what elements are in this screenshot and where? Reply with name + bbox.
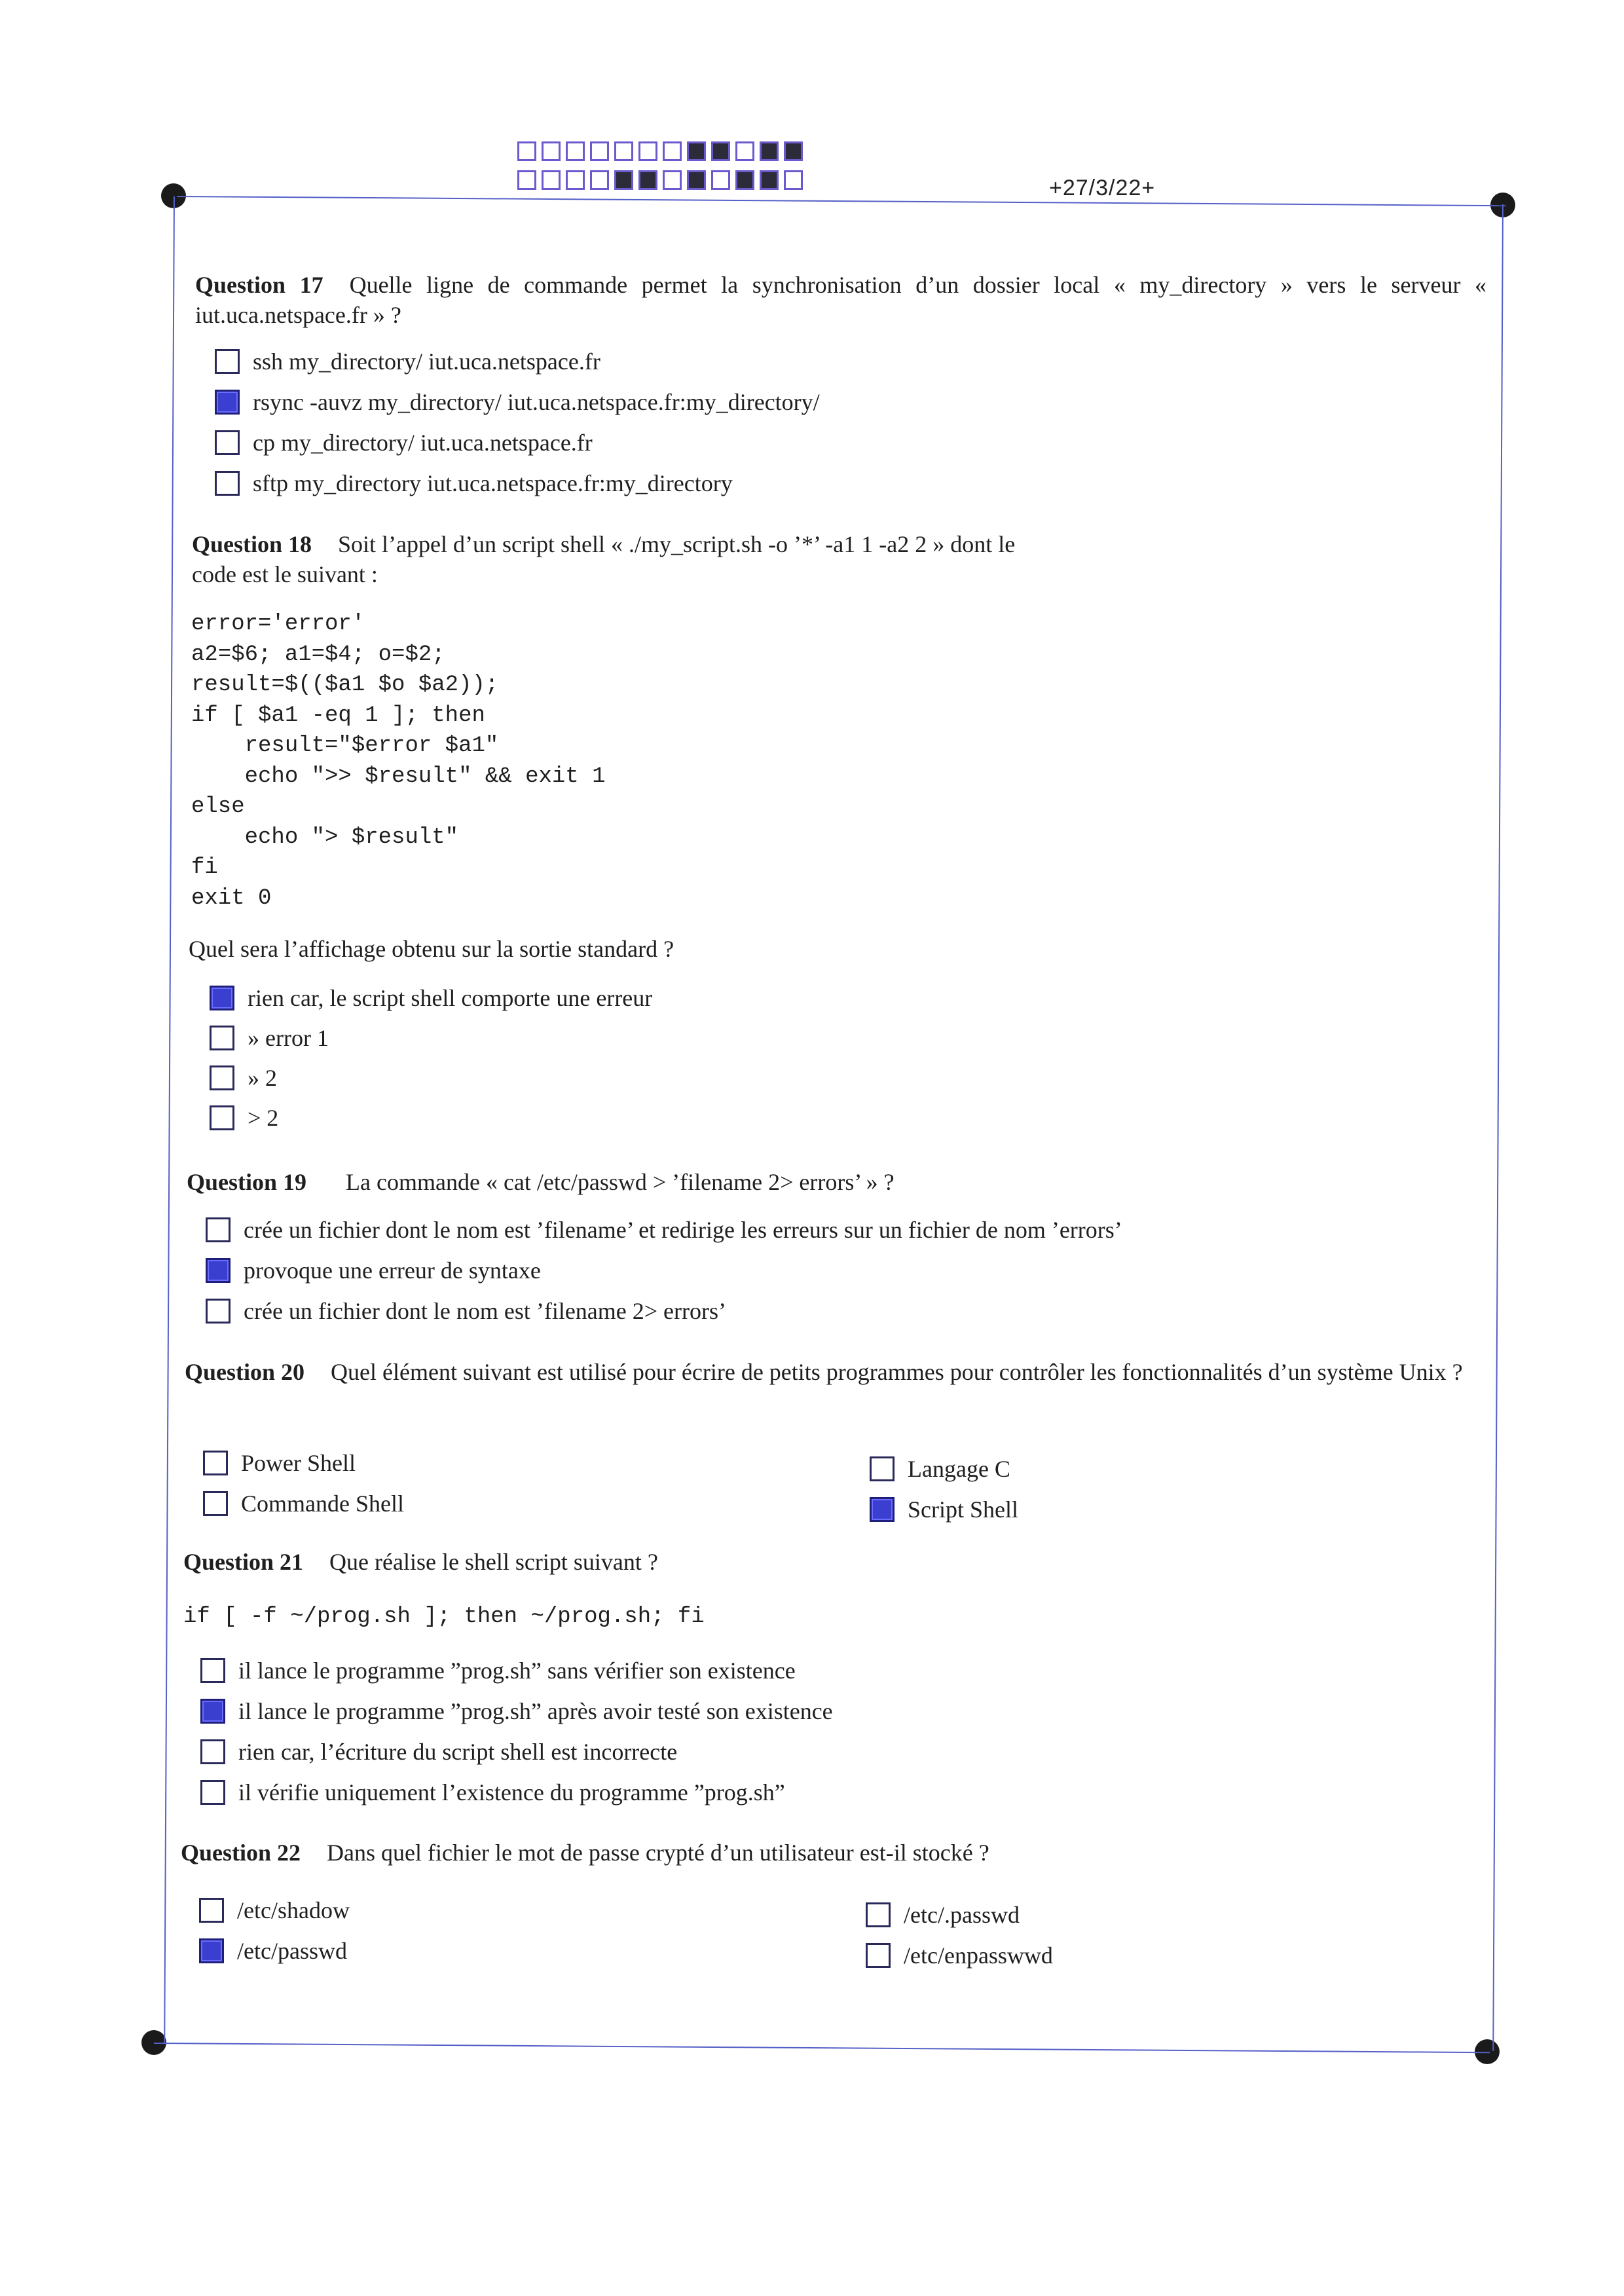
question-17-text: Quelle ligne de commande permet la synchronisation d’un dossier local « my_directory » vers le serveur « iut.uca.netspace.fr » ? xyxy=(195,272,1486,328)
checkbox[interactable] xyxy=(200,1739,225,1764)
question-21-label: Question 21 xyxy=(183,1549,304,1575)
barcode-cell xyxy=(566,141,585,161)
barcode-cell xyxy=(517,170,536,190)
checkbox[interactable] xyxy=(866,1943,891,1968)
barcode-cell xyxy=(735,141,754,161)
checkbox[interactable] xyxy=(215,430,240,455)
q22-option-dot-passwd[interactable] xyxy=(866,1901,1020,1929)
q20-option-commande-shell[interactable] xyxy=(203,1490,404,1517)
option-label: rien car, l’écriture du script shell est incorrecte xyxy=(238,1739,678,1765)
question-22-text: Dans quel fichier le mot de passe crypté d’un utilisateur est-il stocké ? xyxy=(327,1840,989,1866)
page-identifier: +27/3/22+ xyxy=(1049,176,1156,200)
option-label: /etc/.passwd xyxy=(904,1902,1020,1928)
question-17-label: Question 17 xyxy=(195,272,323,298)
barcode-cell xyxy=(638,141,657,161)
q18-option-2[interactable] xyxy=(210,1024,329,1052)
option-label: /etc/passwd xyxy=(237,1938,347,1964)
q22-option-enpasswwd[interactable] xyxy=(866,1942,1053,1969)
checkbox-checked[interactable] xyxy=(870,1497,895,1522)
barcode-cell xyxy=(784,141,803,161)
barcode-cell xyxy=(542,141,561,161)
option-label: ssh my_directory/ iut.uca.netspace.fr xyxy=(253,348,600,375)
question-18 xyxy=(192,529,1043,589)
q17-option-4[interactable] xyxy=(215,470,733,497)
question-17 xyxy=(195,270,1486,330)
barcode-cell xyxy=(638,170,657,190)
barcode-cell xyxy=(760,141,779,161)
barcode-cell xyxy=(614,141,633,161)
option-label: » error 1 xyxy=(248,1025,329,1051)
q22-option-shadow[interactable] xyxy=(199,1897,350,1924)
checkbox[interactable] xyxy=(200,1658,225,1683)
option-label: Langage C xyxy=(908,1456,1010,1482)
q18-option-4[interactable] xyxy=(210,1104,278,1132)
checkbox[interactable] xyxy=(870,1456,895,1481)
checkbox[interactable] xyxy=(215,471,240,496)
q18-option-1[interactable] xyxy=(210,984,652,1012)
checkbox-checked[interactable] xyxy=(206,1258,231,1283)
option-label: crée un fichier dont le nom est ’filename 2> errors’ xyxy=(244,1298,726,1324)
option-label: » 2 xyxy=(248,1065,277,1091)
q19-option-3[interactable] xyxy=(206,1297,726,1325)
checkbox-checked[interactable] xyxy=(215,390,240,415)
option-label: Script Shell xyxy=(908,1496,1018,1523)
q20-option-script-shell[interactable] xyxy=(870,1496,1018,1523)
option-label: il lance le programme ”prog.sh” sans vérifier son existence xyxy=(238,1657,796,1684)
barcode-cell xyxy=(614,170,633,190)
question-21-text: Que réalise le shell script suivant ? xyxy=(329,1549,658,1575)
checkbox[interactable] xyxy=(210,1026,234,1050)
q21-option-2[interactable] xyxy=(200,1697,833,1725)
barcode-cell xyxy=(760,170,779,190)
q17-option-1[interactable] xyxy=(215,348,600,375)
barcode-cell xyxy=(711,170,730,190)
question-20-label: Question 20 xyxy=(185,1359,305,1385)
question-20-text: Quel élément suivant est utilisé pour écrire de petits programmes pour contrôler les fonctionnalités d’un système Unix ? xyxy=(331,1359,1463,1385)
barcode-cell xyxy=(687,170,706,190)
option-label: il lance le programme ”prog.sh” après avoir testé son existence xyxy=(238,1698,833,1724)
option-label: rsync -auvz my_directory/ iut.uca.netspace.fr:my_directory/ xyxy=(253,389,820,415)
question-19-text: La commande « cat /etc/passwd > ’filename 2> errors’ » ? xyxy=(346,1169,895,1195)
barcode-cell xyxy=(566,170,585,190)
question-22 xyxy=(181,1838,989,1868)
checkbox-checked[interactable] xyxy=(210,986,234,1010)
q20-option-langage-c[interactable] xyxy=(870,1455,1010,1483)
barcode-cell xyxy=(590,170,609,190)
question-18-label: Question 18 xyxy=(192,531,312,557)
q17-option-2[interactable] xyxy=(215,388,820,416)
question-18-text: Soit l’appel d’un script shell « ./my_script.sh -o ’*’ -a1 1 -a2 2 » dont le code est le suivant : xyxy=(192,531,1016,587)
option-label: il vérifie uniquement l’existence du programme ”prog.sh” xyxy=(238,1779,785,1805)
option-label: sftp my_directory iut.uca.netspace.fr:my_directory xyxy=(253,470,733,496)
question-21 xyxy=(183,1547,658,1577)
checkbox[interactable] xyxy=(866,1902,891,1927)
barcode-cell xyxy=(663,141,682,161)
checkbox[interactable] xyxy=(210,1105,234,1130)
option-label: rien car, le script shell comporte une erreur xyxy=(248,985,653,1011)
checkbox[interactable] xyxy=(215,349,240,374)
question-22-label: Question 22 xyxy=(181,1840,301,1866)
page-barcode-row-1 xyxy=(517,141,808,161)
q19-option-1[interactable] xyxy=(206,1216,1122,1244)
q21-option-3[interactable] xyxy=(200,1738,677,1766)
q21-option-4[interactable] xyxy=(200,1779,785,1806)
barcode-cell xyxy=(735,170,754,190)
checkbox[interactable] xyxy=(210,1065,234,1090)
checkbox-checked[interactable] xyxy=(200,1699,225,1724)
option-label: /etc/enpasswwd xyxy=(904,1942,1053,1969)
option-label: crée un fichier dont le nom est ’filename’ et redirige les erreurs sur un fichier de nom ’errors’ xyxy=(244,1217,1122,1243)
page-barcode-row-2 xyxy=(517,170,808,190)
frame-left xyxy=(164,196,175,2043)
question-20 xyxy=(185,1357,1488,1387)
checkbox[interactable] xyxy=(200,1780,225,1805)
checkbox[interactable] xyxy=(203,1491,228,1516)
question-19-label: Question 19 xyxy=(187,1169,307,1195)
q18-option-3[interactable] xyxy=(210,1064,277,1092)
option-label: provoque une erreur de syntaxe xyxy=(244,1257,541,1284)
barcode-cell xyxy=(711,141,730,161)
checkbox[interactable] xyxy=(199,1898,224,1923)
option-label: Power Shell xyxy=(241,1450,356,1476)
q22-option-passwd[interactable] xyxy=(199,1937,347,1965)
checkbox[interactable] xyxy=(203,1451,228,1475)
q20-option-power-shell[interactable] xyxy=(203,1449,356,1477)
question-18-prompt: Quel sera l’affichage obtenu sur la sortie standard ? xyxy=(189,936,674,962)
barcode-cell xyxy=(542,170,561,190)
checkbox[interactable] xyxy=(206,1299,231,1324)
barcode-cell xyxy=(784,170,803,190)
question-19 xyxy=(187,1167,895,1197)
barcode-cell xyxy=(517,141,536,161)
q17-option-3[interactable] xyxy=(215,429,593,456)
barcode-cell xyxy=(590,141,609,161)
frame-bottom xyxy=(154,2043,1490,2053)
question-21-code: if [ -f ~/prog.sh ]; then ~/prog.sh; fi xyxy=(183,1604,705,1629)
frame-right xyxy=(1492,204,1504,2051)
option-label: > 2 xyxy=(248,1105,279,1131)
option-label: Commande Shell xyxy=(241,1491,404,1517)
option-label: cp my_directory/ iut.uca.netspace.fr xyxy=(253,430,593,456)
frame-top xyxy=(177,196,1506,206)
barcode-cell xyxy=(663,170,682,190)
q19-option-2[interactable] xyxy=(206,1257,541,1284)
question-18-code: error='error' a2=$6; a1=$4; o=$2; result=$(($a1 $o $a2)); if [ $a1 -eq 1 ]; then result="$error $a1" echo ">> $result" && exit 1 else echo "> $result" fi exit 0 xyxy=(191,612,606,911)
q21-option-1[interactable] xyxy=(200,1657,796,1684)
barcode-cell xyxy=(687,141,706,161)
checkbox[interactable] xyxy=(206,1217,231,1242)
option-label: /etc/shadow xyxy=(237,1897,350,1923)
checkbox-checked[interactable] xyxy=(199,1938,224,1963)
